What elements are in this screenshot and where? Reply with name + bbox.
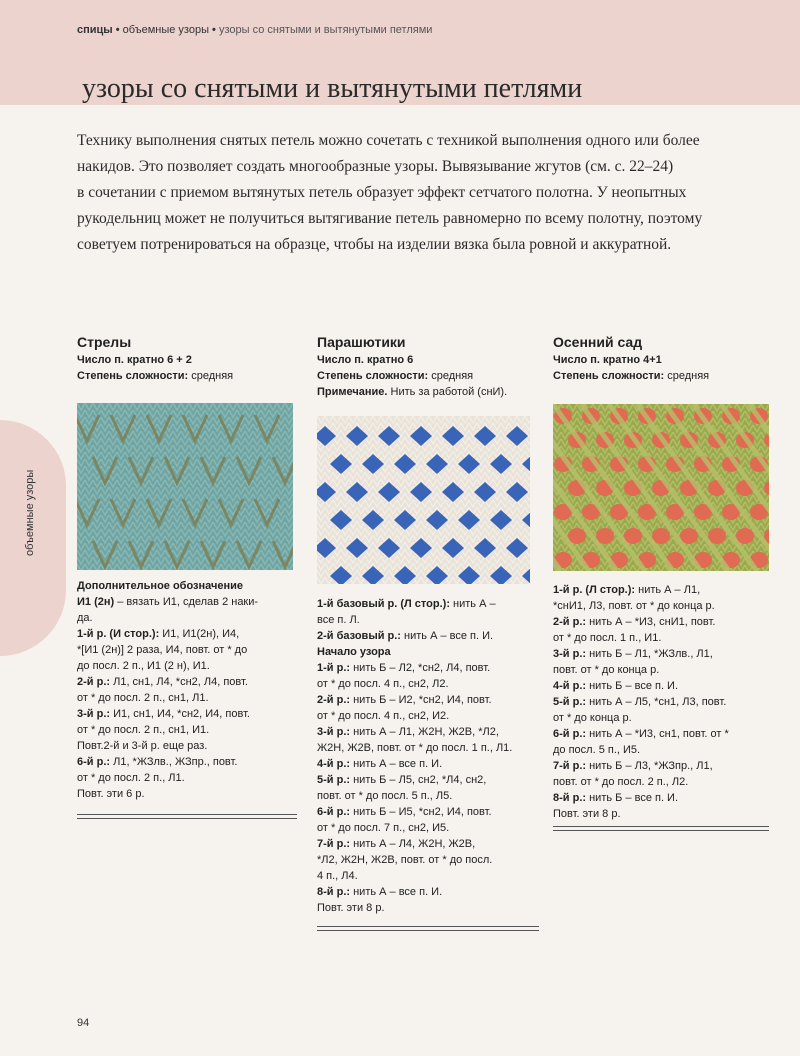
page-title: узоры со снятыми и вытянутыми петлями — [82, 73, 583, 104]
row-label: 6-й р.: — [553, 728, 587, 740]
row-text: от * до посл. 4 п., сн2, Л2. — [317, 678, 449, 690]
instruction-line — [553, 710, 778, 726]
instruction-line — [77, 754, 302, 770]
pattern-title: Стрелы — [77, 334, 132, 350]
knit-texture — [553, 404, 769, 571]
instruction-line — [553, 790, 778, 806]
knit-texture — [317, 416, 530, 584]
row-label: 1-й базовый р. (Л стор.): — [317, 598, 450, 610]
row-text: от * до посл. 2 п., сн1, Л1. — [77, 692, 209, 704]
row-text: да. — [77, 612, 93, 624]
breadcrumb-separator: • — [208, 24, 219, 36]
swatch-photo-parashyutiki — [317, 416, 530, 584]
row-text: нить А – все п. И. — [350, 758, 443, 770]
row-label: 6-й р.: — [317, 806, 351, 818]
row-label: И1 (2н) — [77, 596, 115, 608]
row-text: повт. от * до конца р. — [553, 664, 660, 676]
instruction-line — [553, 662, 778, 678]
row-text: от * до посл. 4 п., сн2, И2. — [317, 710, 450, 722]
instruction-line — [317, 644, 552, 660]
instruction-line — [317, 772, 552, 788]
instruction-line — [553, 742, 778, 758]
row-label: 4-й р.: — [553, 680, 587, 692]
row-text: нить Б – все п. И. — [586, 680, 679, 692]
row-text: И1, И1(2н), И4, — [159, 628, 240, 640]
instruction-line — [317, 676, 552, 692]
difficulty-value: средняя — [664, 370, 710, 382]
difficulty-value: средняя — [428, 370, 474, 382]
row-text: повт. от * до посл. 2 п., Л2. — [553, 776, 689, 788]
intro-line: накидов. Это позволяет создать многообразные узоры. Вывязывание жгутов (см. с. 22–24) — [77, 158, 674, 175]
instruction-line — [317, 868, 552, 884]
divider — [317, 930, 539, 931]
row-text: *Л2, Ж2Н, Ж2В, повт. от * до посл. — [317, 854, 493, 866]
row-text: Повт. эти 6 р. — [77, 788, 145, 800]
intro-line: советуем потренироваться на образце, чтобы на изделии вязка была ровной и аккуратной. — [77, 236, 672, 253]
pattern-card — [553, 334, 773, 384]
breadcrumb — [77, 24, 432, 36]
row-text: до посл. 5 п., И5. — [553, 744, 641, 756]
swatch-photo-strely — [77, 403, 293, 570]
instruction-line — [553, 598, 778, 614]
row-text: Повт. эти 8 р. — [553, 808, 621, 820]
row-label: 4-й р.: — [317, 758, 351, 770]
row-label: 8-й р.: — [317, 886, 351, 898]
pattern-card — [77, 334, 302, 384]
row-text: нить А – все п. И. — [350, 886, 443, 898]
intro-line: Технику выполнения снятых петель можно сочетать с техникой выполнения одного или более — [77, 132, 700, 149]
row-text: нить Б – все п. И. — [586, 792, 679, 804]
row-text: до посл. 2 п., И1 (2 н), И1. — [77, 660, 210, 672]
pattern-count: Число п. кратно 6 + 2 — [77, 354, 192, 366]
pattern-count: Число п. кратно 4+1 — [553, 354, 662, 366]
row-text: все п. Л. — [317, 614, 360, 626]
pattern-card — [317, 334, 547, 400]
row-label: 1-й р.: — [317, 662, 351, 674]
instruction-line — [553, 806, 778, 822]
divider — [77, 814, 297, 815]
pattern-instructions — [553, 582, 778, 822]
instruction-line — [317, 756, 552, 772]
instruction-line — [77, 578, 302, 594]
row-text: нить А – Л5, *сн1, Л3, повт. — [586, 696, 727, 708]
row-text: нить А – Л4, Ж2Н, Ж2В, — [350, 838, 476, 850]
pattern-title: Осенний сад — [553, 334, 643, 350]
instruction-line — [317, 884, 552, 900]
row-text: нить А – все п. И. — [400, 630, 494, 642]
intro-line: в сочетании с приемом вытянутых петель образует эффект сетчатого полотна. У неопытных — [77, 184, 687, 201]
row-text: Повт. эти 8 р. — [317, 902, 385, 914]
difficulty-value: средняя — [188, 370, 234, 382]
divider — [77, 818, 297, 819]
row-text: нить А – Л1, Ж2Н, Ж2В, *Л2, — [350, 726, 499, 738]
note-value: Нить за работой (снИ). — [387, 386, 508, 398]
instruction-line — [77, 770, 302, 786]
row-label: 2-й р.: — [77, 676, 111, 688]
instruction-line — [317, 740, 552, 756]
row-label: 2-й базовый р.: — [317, 630, 401, 642]
pattern-instructions — [77, 578, 302, 802]
pattern-title: Парашютики — [317, 334, 406, 350]
difficulty-label: Степень сложности: — [317, 370, 429, 382]
instruction-line — [317, 596, 552, 612]
row-label: 5-й р.: — [553, 696, 587, 708]
difficulty-label: Степень сложности: — [553, 370, 665, 382]
intro-paragraph — [77, 128, 777, 258]
instruction-line — [317, 900, 552, 916]
row-label: Дополнительное обозначение — [77, 580, 244, 592]
knit-texture — [77, 403, 293, 570]
instruction-line — [553, 582, 778, 598]
row-label: 5-й р.: — [317, 774, 351, 786]
row-text: нить А – *И3, сн1, повт. от * — [586, 728, 729, 740]
row-label: 2-й р.: — [553, 616, 587, 628]
row-text: повт. от * до посл. 5 п., Л5. — [317, 790, 453, 802]
side-tab-label: объемные узоры — [24, 469, 36, 556]
row-text: нить А – *И3, снИ1, повт. — [586, 616, 716, 628]
instruction-line — [553, 694, 778, 710]
row-text: Ж2Н, Ж2В, повт. от * до посл. 1 п., Л1. — [317, 742, 513, 754]
instruction-line — [553, 726, 778, 742]
instruction-line — [317, 628, 552, 644]
swatch-photo-osenniy-sad — [553, 404, 769, 571]
row-text: *снИ1, Л3, повт. от * до конца р. — [553, 600, 715, 612]
row-text: нить Б – Л1, *ЖЗлв., Л1, — [586, 648, 713, 660]
row-text: Л1, сн1, Л4, *сн2, Л4, повт. — [110, 676, 248, 688]
instruction-line — [77, 690, 302, 706]
breadcrumb-separator: • — [112, 24, 123, 36]
row-text: – вязать И1, сделав 2 наки- — [114, 596, 259, 608]
row-label: 6-й р.: — [77, 756, 111, 768]
row-text: от * до посл. 1 п., И1. — [553, 632, 662, 644]
row-text: *[И1 (2н)] 2 раза, И4, повт. от * до — [77, 644, 248, 656]
instruction-line — [77, 786, 302, 802]
instruction-line — [77, 594, 302, 610]
instruction-line — [77, 722, 302, 738]
instruction-line — [553, 678, 778, 694]
row-text: нить Б – Л2, *сн2, Л4, повт. — [350, 662, 491, 674]
breadcrumb-chapter[interactable]: объемные узоры — [122, 24, 209, 36]
breadcrumb-section[interactable]: спицы — [77, 24, 113, 36]
row-text: 4 п., Л4. — [317, 870, 358, 882]
difficulty-label: Степень сложности: — [77, 370, 189, 382]
instruction-line — [77, 610, 302, 626]
instruction-line — [317, 708, 552, 724]
row-text: от * до посл. 2 п., сн1, И1. — [77, 724, 210, 736]
divider — [317, 926, 539, 927]
instruction-line — [77, 642, 302, 658]
instruction-line — [317, 724, 552, 740]
intro-line: рукодельниц может не получиться вытягивание петель равномерно по всему полотну, поэтому — [77, 210, 703, 227]
row-text: нить Б – Л5, сн2, *Л4, сн2, — [350, 774, 487, 786]
row-label: 7-й р.: — [317, 838, 351, 850]
row-text: нить Б – И5, *сн2, И4, повт. — [350, 806, 492, 818]
row-label: 7-й р.: — [553, 760, 587, 772]
instruction-line — [317, 612, 552, 628]
row-text: от * до посл. 7 п., сн2, И5. — [317, 822, 450, 834]
divider — [553, 830, 769, 831]
instruction-line — [317, 692, 552, 708]
instruction-line — [77, 738, 302, 754]
row-label: 2-й р.: — [317, 694, 351, 706]
instruction-line — [553, 614, 778, 630]
row-text: нить Б – И2, *сн2, И4, повт. — [350, 694, 492, 706]
pattern-instructions — [317, 596, 552, 916]
instruction-line — [317, 804, 552, 820]
row-label: 3-й р.: — [77, 708, 111, 720]
instruction-line — [77, 674, 302, 690]
instruction-line — [317, 660, 552, 676]
page-number: 94 — [77, 1017, 90, 1029]
row-label: 8-й р.: — [553, 792, 587, 804]
row-text: Повт.2-й и 3-й р. еще раз. — [77, 740, 208, 752]
pattern-count: Число п. кратно 6 — [317, 354, 414, 366]
instruction-line — [317, 788, 552, 804]
row-text: от * до посл. 2 п., Л1. — [77, 772, 185, 784]
note-label: Примечание. — [317, 386, 388, 398]
instruction-line — [77, 626, 302, 642]
row-label: 3-й р.: — [553, 648, 587, 660]
row-label: 3-й р.: — [317, 726, 351, 738]
instruction-line — [553, 758, 778, 774]
instruction-line — [553, 646, 778, 662]
instruction-line — [553, 774, 778, 790]
instruction-line — [317, 820, 552, 836]
row-label: 1-й р. (Л стор.): — [553, 584, 636, 596]
instruction-line — [77, 658, 302, 674]
row-text: И1, сн1, И4, *сн2, И4, повт. — [110, 708, 250, 720]
row-text: нить А – Л1, — [635, 584, 701, 596]
instruction-line — [317, 836, 552, 852]
row-text: нить А – — [449, 598, 496, 610]
row-text: нить Б – Л3, *ЖЗпр., Л1, — [586, 760, 713, 772]
instruction-line — [553, 630, 778, 646]
row-label: 1-й р. (И стор.): — [77, 628, 160, 640]
row-text: Л1, *ЖЗлв., ЖЗпр., повт. — [110, 756, 238, 768]
row-label: Начало узора — [317, 646, 391, 658]
breadcrumb-current: узоры со снятыми и вытянутыми петлями — [218, 24, 433, 36]
instruction-line — [77, 706, 302, 722]
divider — [553, 826, 769, 827]
row-text: от * до конца р. — [553, 712, 632, 724]
instruction-line — [317, 852, 552, 868]
